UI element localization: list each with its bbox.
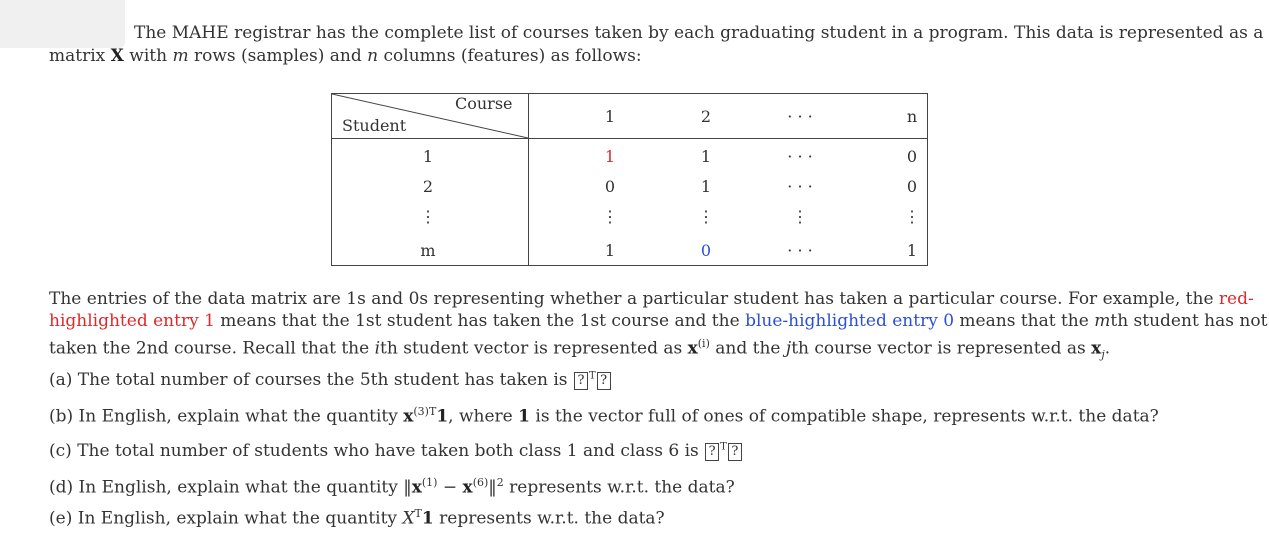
row-label: m bbox=[420, 241, 436, 260]
intro-line-1: The MAHE registrar has the complete list of courses taken by each graduating student in a program. This data is represented as a bbox=[134, 23, 1264, 43]
col-header: n bbox=[906, 107, 918, 126]
col-header: 1 bbox=[604, 107, 616, 126]
row-label: 2 bbox=[422, 177, 434, 196]
answer-box[interactable]: ? bbox=[728, 443, 742, 461]
redaction-shade bbox=[0, 0, 125, 48]
paragraph-line-3: taken the 2nd course. Recall that the ith student vector is represented as $x^{(i)}$ and the jth course vector is represented as $x_j$. bbox=[49, 337, 1111, 362]
question-c: (c) The total number of students who have taken both class 1 and class 6 is ? $^T$ ? bbox=[49, 441, 743, 461]
col-header: · · · bbox=[787, 107, 813, 126]
table-cell: ⋮ bbox=[904, 207, 920, 226]
data-matrix-table bbox=[331, 93, 928, 266]
cell-red-highlight: 1 bbox=[604, 147, 616, 166]
paragraph-line-2: highlighted entry 1 means that the 1st student has taken the 1st course and the blue-highlighted entry 0 means that the mth student has not bbox=[49, 311, 1268, 331]
table-cell: ⋮ bbox=[792, 207, 808, 226]
paragraph-line-1: The entries of the data matrix are 1s and 0s representing whether a particular student has taken a particular course. For example, the red- bbox=[49, 289, 1254, 309]
table-cell: 1 bbox=[604, 241, 616, 260]
answer-box[interactable]: ? bbox=[574, 372, 588, 390]
question-b: (b) In English, explain what the quantity $x^{(3)T}1$, where 1 is the vector full of ones of compatible shape, represents w.r.t. the data? bbox=[49, 405, 1159, 427]
answer-box[interactable]: ? bbox=[597, 372, 611, 390]
question-e: (e) In English, explain what the quantity $X^T1$ represents w.r.t. the data? bbox=[49, 507, 665, 529]
corner-course-label: Course bbox=[455, 94, 513, 113]
table-cell: · · · bbox=[787, 241, 813, 260]
table-cell: 1 bbox=[700, 177, 712, 196]
corner-student-label: Student bbox=[342, 116, 407, 135]
table-cell: 1 bbox=[700, 147, 712, 166]
table-cell: 0 bbox=[604, 177, 616, 196]
question-d: (d) In English, explain what the quantity $‖x^{(1)}$ − $x^{(6)}‖^2$ represents w.r.t. the data? bbox=[49, 476, 735, 498]
table-cell: ⋮ bbox=[698, 207, 714, 226]
table-cell: · · · bbox=[787, 147, 813, 166]
question-a: (a) The total number of courses the 5th student has taken is ? $^T$ ? bbox=[49, 370, 612, 390]
table-cell: ⋮ bbox=[602, 207, 618, 226]
answer-box[interactable]: ? bbox=[705, 443, 719, 461]
table-cell: 1 bbox=[906, 241, 918, 260]
cell-blue-highlight: 0 bbox=[700, 241, 712, 260]
row-label: ⋮ bbox=[420, 207, 436, 226]
intro-line-2: matrix X with m rows (samples) and n columns (features) as follows: bbox=[49, 46, 642, 66]
matrix-symbol: X bbox=[110, 46, 124, 66]
table-cell: 0 bbox=[906, 147, 918, 166]
row-label: 1 bbox=[422, 147, 434, 166]
table-cell: · · · bbox=[787, 177, 813, 196]
table-cell: 0 bbox=[906, 177, 918, 196]
col-header: 2 bbox=[700, 107, 712, 126]
